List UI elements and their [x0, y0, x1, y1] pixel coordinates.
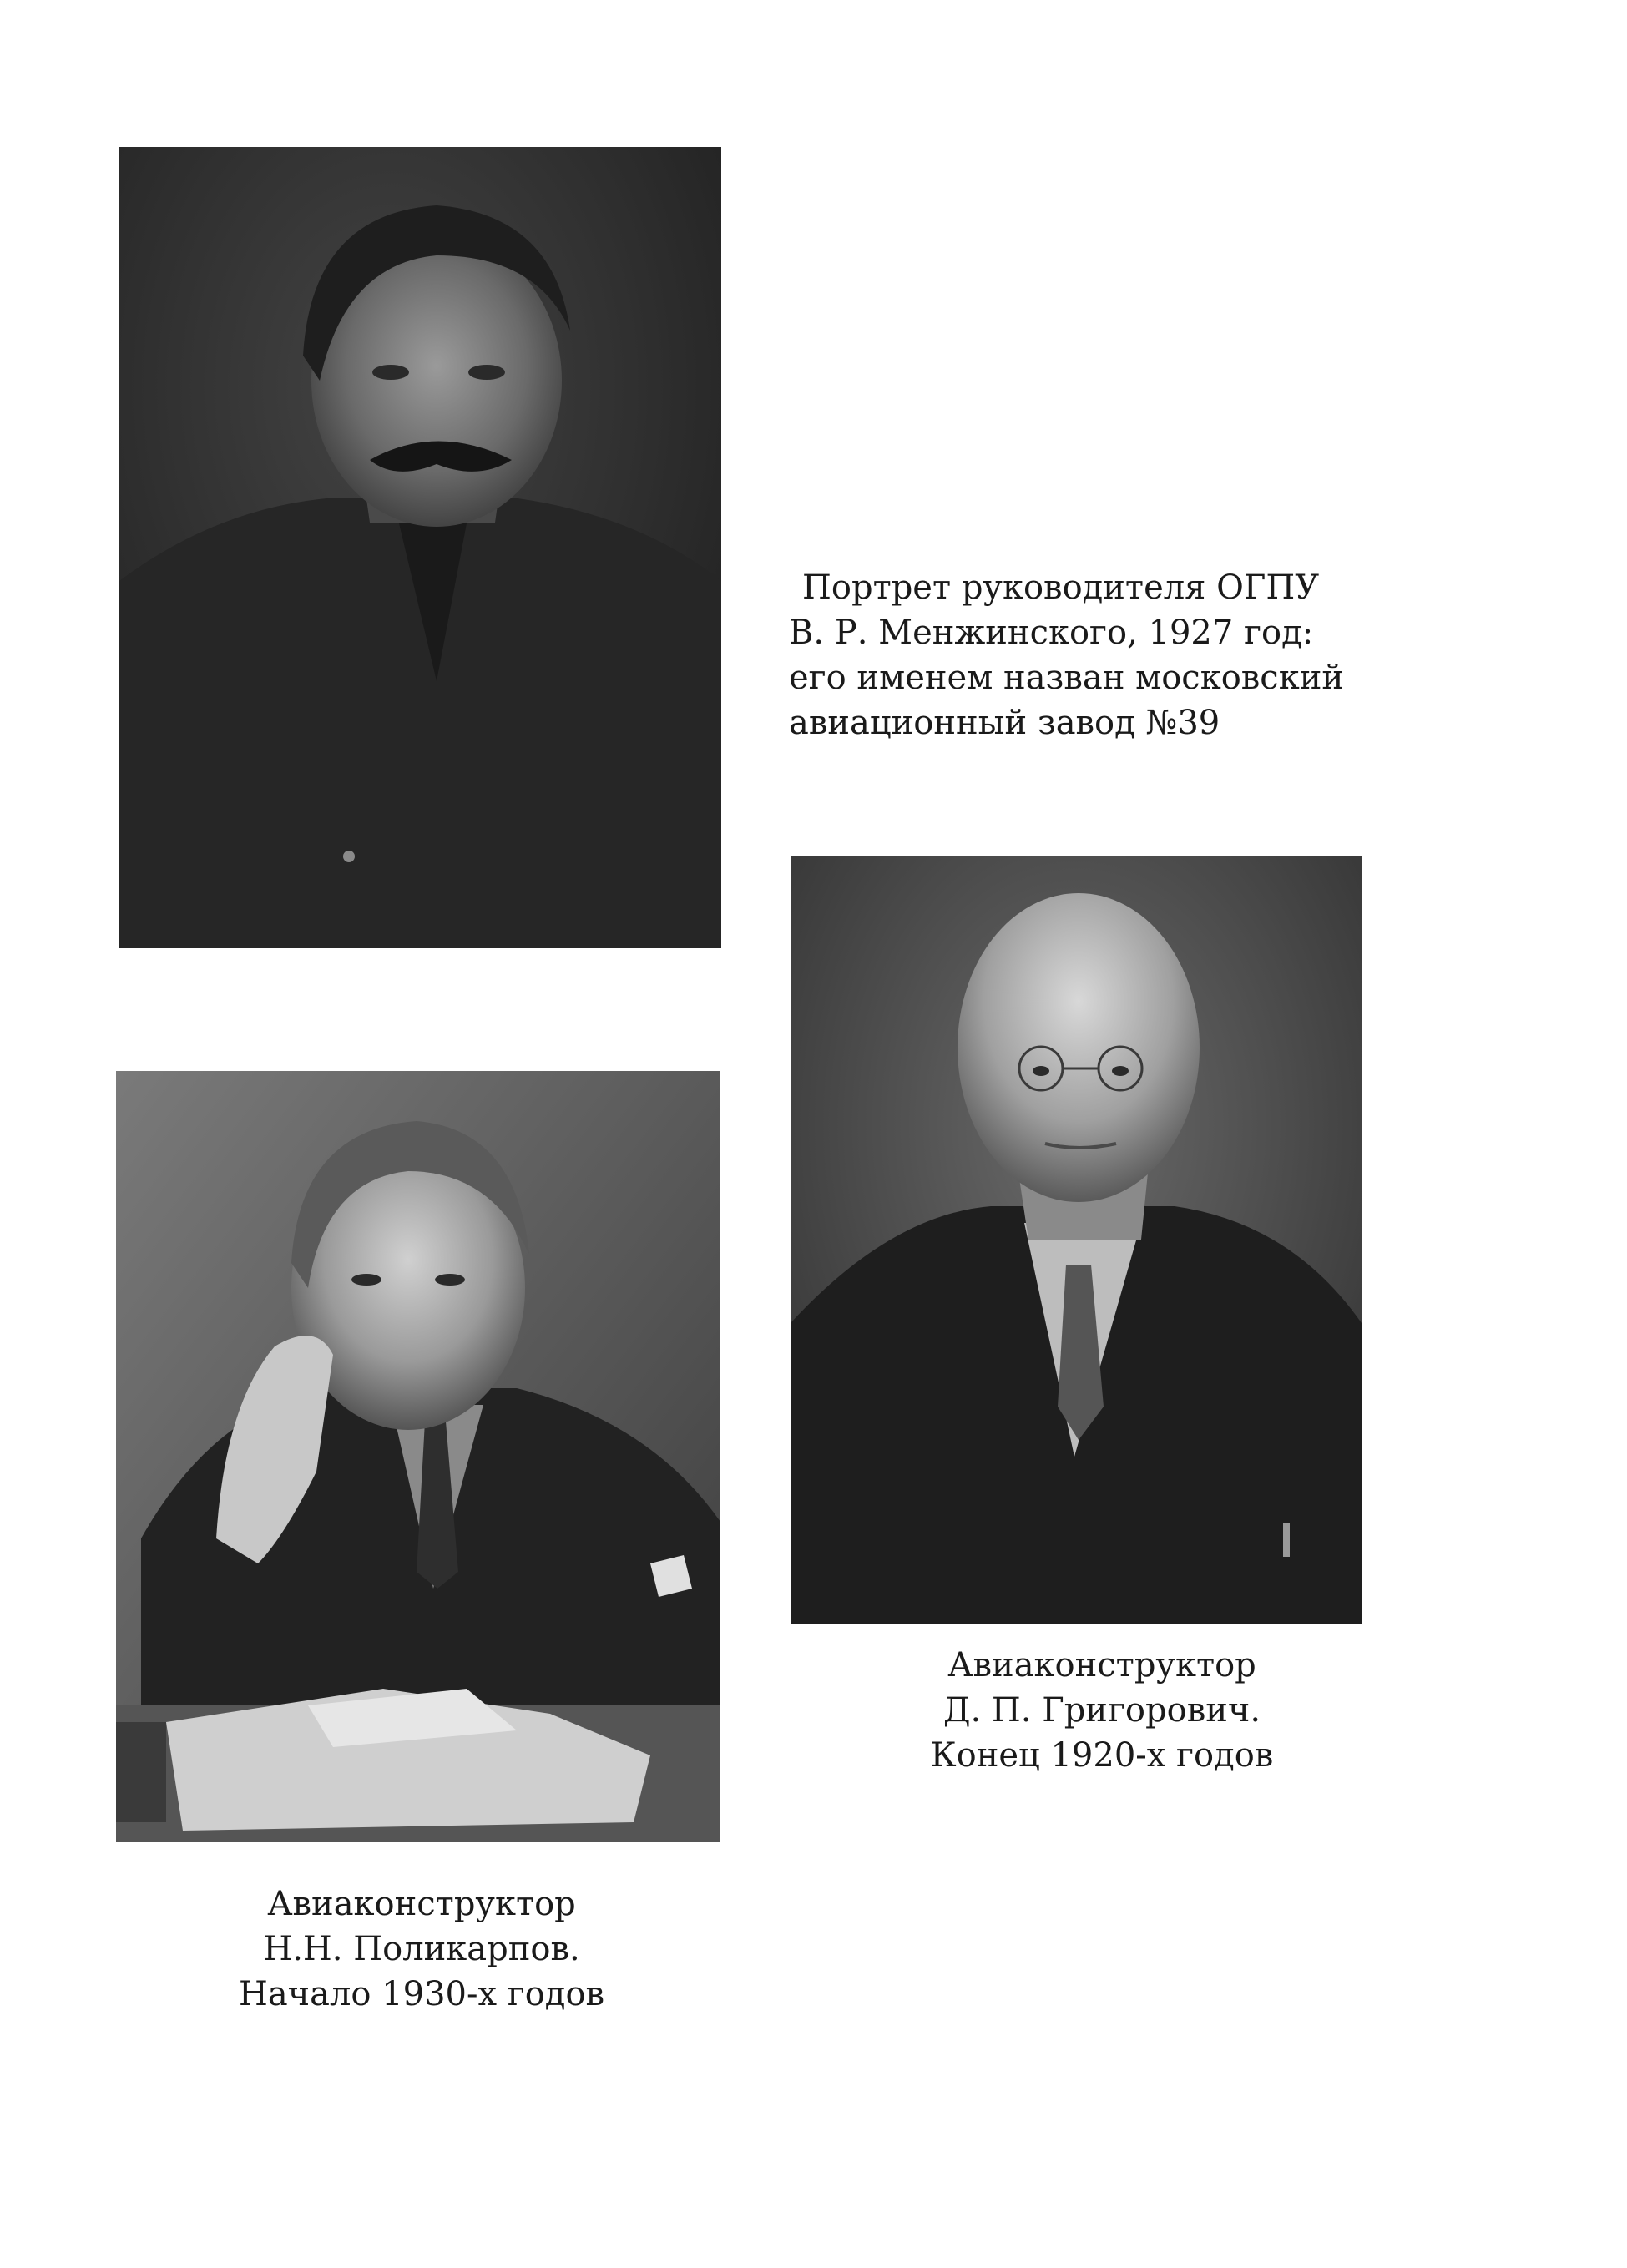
caption-line: Д. П. Григорович. — [942, 1691, 1261, 1730]
caption-line: В. Р. Менжинского, 1927 год: — [789, 614, 1314, 652]
caption-line: Начало 1930-х годов — [238, 1975, 605, 2013]
polikarpov-portrait-image — [116, 1071, 720, 1842]
caption-line: его именем назван московский — [789, 659, 1345, 697]
grigorovich-portrait-image — [791, 856, 1362, 1624]
caption-line: Конец 1920-х годов — [930, 1736, 1274, 1775]
caption-line: Авиаконструктор — [947, 1646, 1256, 1685]
grigorovich-caption — [835, 1643, 1369, 1778]
caption-line: Портрет руководителя ОГПУ — [802, 568, 1320, 607]
caption-line: авиационный завод №39 — [789, 704, 1220, 742]
caption-line: Н.Н. Поликарпов. — [263, 1930, 580, 1968]
menzhinsky-portrait-image — [119, 147, 721, 948]
polikarpov-caption — [146, 1882, 697, 2017]
caption-line: Авиаконструктор — [267, 1885, 576, 1923]
menzhinsky-caption — [789, 565, 1344, 745]
